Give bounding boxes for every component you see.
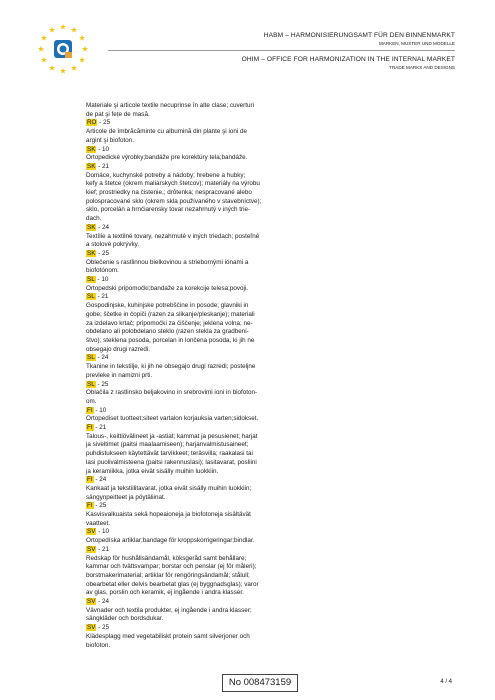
class-number: 25: [99, 502, 107, 510]
class-separator: -: [95, 293, 102, 301]
class-separator: -: [96, 223, 103, 231]
goods-description-line: de pat şi fețe de masă.: [86, 110, 150, 118]
goods-description-line: a stolové pokrývky.: [86, 241, 140, 249]
goods-description-line: ja keramiikka, jotka eivät sisälly muihin luokkiin.: [86, 467, 219, 475]
goods-description-line: kefy a štetce (okrem maliarskych štetcov); materiály na výrobu: [86, 180, 260, 188]
class-separator: -: [96, 624, 103, 632]
star-icon: [79, 57, 85, 63]
star-icon: [71, 65, 77, 71]
language-code-badge: FI: [87, 424, 93, 432]
star-icon: [71, 27, 77, 33]
language-code-badge: SK: [87, 145, 96, 153]
header-divider: [108, 50, 455, 51]
class-separator: -: [96, 528, 103, 536]
goods-description-line: kammar och tvättsvampar; borstar och penslar (ej för måleri);: [86, 563, 257, 571]
language-code-badge: SL: [87, 276, 95, 284]
class-heading: [86, 224, 386, 233]
goods-description-line: ja siveltimet (paitsi maalaamiseen); harjanvalmistusaineet;: [86, 441, 249, 449]
class-heading: [86, 546, 386, 555]
goods-description-line: Kankaat ja tekstiilitavarat, jotka eivät sisälly muihin luokkiin;: [86, 484, 252, 492]
class-heading: [86, 146, 386, 155]
goods-description-line: Ortopediset tuotteet;siteet vartalon korjauksia varten;sidokset.: [86, 415, 259, 423]
language-code-badge: FI: [87, 476, 93, 484]
header-title-en: OHIM – OFFICE FOR HARMONIZATION IN THE INTERNAL MARKET: [241, 56, 455, 63]
language-code-badge: SV: [87, 528, 96, 536]
class-number: 10: [99, 406, 107, 414]
goods-description-line: obdelano ali polobdelano steklo (razen stekla za gradbeni-: [86, 328, 249, 336]
class-number: 25: [102, 249, 110, 257]
goods-description-line: Ortopedické výrobky;bandáže pre korektúry tela;bandáže.: [86, 154, 248, 162]
class-number: 24: [99, 476, 107, 484]
goods-description-line: gobe; ščetke in čopiči (razen za slikanje/pleskanje); materiali: [86, 310, 255, 318]
goods-description-line: prevleke in namizni prti.: [86, 371, 153, 379]
ohim-logo: [36, 22, 90, 76]
language-code-badge: FI: [87, 406, 93, 414]
class-separator: -: [96, 545, 103, 553]
star-icon: [60, 68, 66, 74]
goods-description-line: om.: [86, 397, 97, 405]
star-icon: [49, 27, 55, 33]
goods-description-line: sklo, porcelán a hrnčiarensky tovar nezahrnutý v iných trie-: [86, 206, 251, 214]
goods-description-line: Articole de îmbrăcăminte cu albumină din plante şi ioni de: [86, 128, 248, 136]
class-number: 21: [101, 293, 109, 301]
class-heading: [86, 354, 386, 363]
language-code-badge: FI: [87, 502, 93, 510]
language-code-badge: SL: [87, 293, 95, 301]
class-heading: [86, 476, 386, 485]
class-separator: -: [96, 145, 103, 153]
star-icon: [41, 57, 47, 63]
logo-circle-inner: [60, 46, 67, 53]
star-icon: [49, 65, 55, 71]
class-number: 10: [102, 528, 110, 536]
class-separator: -: [96, 249, 103, 257]
goods-description-line: Gospodinjske, kuhinjske potrebščine in posode; glavniki in: [86, 302, 249, 310]
goods-description-line: kief; prostriedky na čistenie,; drôtenka; nespracované alebo: [86, 189, 252, 197]
class-heading: [86, 407, 386, 416]
star-icon: [82, 46, 88, 52]
class-separator: -: [93, 502, 100, 510]
header-title-de: HABM – HARMONISIERUNGSAMT FÜR DEN BINNENMARKT: [263, 32, 455, 39]
goods-description-line: Textílie a textilné tovary, nezahrnuté v iných triedach; posteľné: [86, 232, 260, 240]
language-code-badge: SV: [87, 598, 96, 606]
class-separator: -: [96, 598, 103, 606]
document-number-box: No 008473159: [222, 674, 298, 692]
goods-description-line: vaatteet.: [86, 519, 111, 527]
language-code-badge: SK: [87, 162, 96, 170]
class-separator: -: [95, 354, 102, 362]
class-heading: [86, 528, 386, 537]
class-heading: [86, 119, 386, 128]
class-number: 10: [102, 145, 110, 153]
goods-description-line: dach.: [86, 215, 102, 223]
star-icon: [79, 35, 85, 41]
class-number: 24: [102, 223, 110, 231]
class-heading: [86, 424, 386, 433]
class-heading: [86, 624, 386, 633]
class-number: 21: [102, 545, 110, 553]
goods-description-line: Kasvisvalkuaista sekä hopeaioneja ja biofotoneja sisältävät: [86, 511, 251, 519]
class-separator: -: [95, 276, 102, 284]
goods-description-line: obearbetat eller delvis bearbetat glas (ej byggnadsglas); varor: [86, 580, 259, 588]
class-heading: [86, 381, 386, 390]
class-number: 24: [102, 598, 110, 606]
star-icon: [41, 35, 47, 41]
goods-description-line: Ortopedíska artiklar;bandage för kroppskorrigeringar;bindlar.: [86, 537, 255, 545]
class-separator: -: [95, 380, 102, 388]
goods-description-line: štvo); steklena posoda, porcelan in lončena posoda, ki jih ne: [86, 336, 255, 344]
language-code-badge: SK: [87, 249, 96, 257]
goods-description-line: sängkläder och bordsdukar.: [86, 615, 164, 623]
goods-description-line: biofotónom.: [86, 267, 119, 275]
goods-description-line: polospracované sklo (okrem skla používaného v stavebníctve);: [86, 197, 262, 205]
class-separator: -: [96, 162, 103, 170]
language-code-badge: SV: [87, 545, 96, 553]
class-separator: -: [93, 476, 100, 484]
goods-description-line: Klädesplagg med vegetabiliskt protein samt silverjoner och: [86, 632, 250, 640]
class-number: 25: [103, 119, 111, 127]
class-heading: [86, 163, 386, 172]
goods-description-line: Domáce, kuchynské potreby a nádoby; hrebene a hubky;: [86, 171, 246, 179]
goods-description-line: argint şi biofoton.: [86, 136, 134, 144]
goods-description-line: Ortopedski pripomočki;bandaže za korekcije telesa;povoji.: [86, 284, 249, 292]
class-separator: -: [93, 406, 100, 414]
goods-description-line: Oblečenie s rastlinnou bielkovinou a striebornými iónami a: [86, 258, 249, 266]
goods-description-line: obsegajo drugi razredi.: [86, 345, 151, 353]
goods-description-line: Redskap för hushållsändamål, köksgeråd samt behållare;: [86, 554, 247, 562]
goods-description-line: av glas, porslin och keramik, ej ingående i andra klasser.: [86, 589, 244, 597]
star-icon: [60, 24, 66, 30]
goods-description-line: Vävnader och textila produkter, ej ingående i andra klasser;: [86, 606, 252, 614]
goods-description-line: lasi puolivalmisteena (paitsi rakennuslasi); lasitavarat, posliini: [86, 458, 257, 466]
goods-description-line: Talous-, keittiövälineet ja -astiat; kammat ja pesusienet; harjat: [86, 432, 258, 440]
header-subtitle-en: TRADE MARKS AND DESIGNS: [389, 65, 455, 70]
goods-description-line: za izdelavo krtač; pripomočki za čiščenje; jeklena volna; ne-: [86, 319, 253, 327]
language-code-badge: SL: [87, 380, 95, 388]
language-code-badge: SL: [87, 354, 95, 362]
page-number: 4 / 4: [440, 679, 452, 685]
star-icon: [38, 46, 44, 52]
class-heading: [86, 502, 386, 511]
goods-description-line: sängynpeitteet ja pöytäliinat.: [86, 493, 166, 501]
goods-description-line: Oblačila z rastlinsko beljakovino in srebrovimi ioni in biofoton-: [86, 389, 258, 397]
class-number: 25: [101, 380, 109, 388]
class-number: 21: [102, 162, 110, 170]
goods-description-line: Materiale şi articole textile necuprinse în alte clase; cuverturi: [86, 102, 254, 109]
goods-services-list: [86, 102, 386, 650]
header-subtitle-de: MARKEN, MUSTER UND MODELLE: [378, 41, 455, 46]
class-number: 24: [101, 354, 109, 362]
goods-description-line: biofoton.: [86, 641, 111, 649]
class-separator: -: [93, 424, 100, 432]
class-separator: -: [97, 119, 104, 127]
goods-description-line: puhdistukseen käytettävät tarvikkeet; teräsvilla; raakalasi tai: [86, 450, 253, 458]
logo-accent: [65, 52, 72, 58]
class-heading: [86, 293, 386, 302]
class-number: 21: [99, 424, 107, 432]
class-number: 10: [101, 276, 109, 284]
language-code-badge: SK: [87, 223, 96, 231]
class-heading: [86, 276, 386, 285]
class-number: 25: [102, 624, 110, 632]
language-code-badge: SV: [87, 624, 96, 632]
goods-description-line: Tkanine in tekstilje, ki jih ne obsegajo drugi razredi; posteljne: [86, 363, 256, 371]
class-heading: [86, 598, 386, 607]
class-heading: [86, 250, 386, 259]
goods-description-line: borstmakerimaterial; artiklar för rengöringsändamål; stålull;: [86, 571, 250, 579]
language-code-badge: RO: [87, 119, 97, 127]
